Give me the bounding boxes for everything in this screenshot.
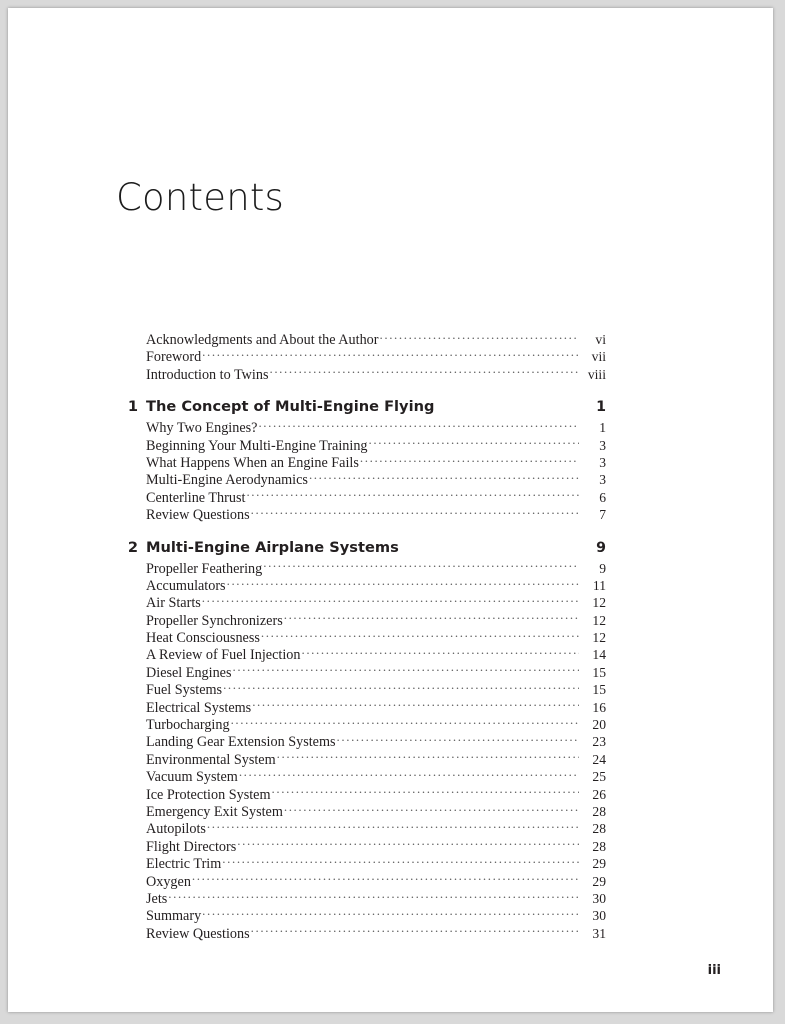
list-item[interactable]	[116, 767, 606, 784]
entry-page: 24	[592, 751, 606, 767]
list-item[interactable]	[116, 330, 606, 347]
entry-page: 20	[592, 717, 606, 733]
list-item[interactable]	[116, 854, 606, 871]
leader-dots	[258, 418, 579, 432]
leader-dots	[252, 698, 579, 712]
leader-dots	[223, 680, 579, 694]
list-item[interactable]	[116, 593, 606, 610]
entry-label: Electric Trim	[146, 856, 222, 873]
entry-label: A Review of Fuel Injection	[146, 647, 301, 664]
leader-dots	[202, 593, 579, 607]
list-item[interactable]	[116, 802, 606, 819]
entry-page: 26	[592, 786, 606, 802]
entry-page: 12	[592, 595, 606, 611]
document-page	[8, 8, 773, 1012]
entry-label: Introduction to Twins	[146, 366, 269, 383]
entry-label: Multi-Engine Aerodynamics	[146, 472, 308, 489]
entry-page: 28	[592, 803, 606, 819]
leader-dots	[246, 488, 579, 502]
leader-dots	[309, 470, 579, 484]
list-item[interactable]	[116, 785, 606, 802]
list-item[interactable]	[116, 732, 606, 749]
entry-label: Emergency Exit System	[146, 803, 283, 820]
leader-dots	[369, 436, 579, 450]
list-item[interactable]	[116, 819, 606, 836]
list-item[interactable]	[116, 837, 606, 854]
entry-label: Ice Protection System	[146, 786, 271, 803]
leader-dots	[272, 785, 579, 799]
list-item[interactable]	[116, 470, 606, 487]
list-item[interactable]	[116, 611, 606, 628]
chapter-number: 2	[127, 538, 138, 556]
leader-dots	[360, 453, 579, 467]
leader-dots	[192, 872, 579, 886]
entry-label: Centerline Thrust	[146, 489, 246, 506]
chapter-block-2	[116, 537, 606, 942]
entry-page: 31	[592, 925, 606, 941]
entry-label: Review Questions	[146, 507, 250, 524]
entry-label: Summary	[146, 908, 202, 925]
list-item[interactable]	[116, 680, 606, 697]
entry-page: 30	[592, 890, 606, 906]
entry-label: Propeller Feathering	[146, 560, 263, 577]
list-item[interactable]	[116, 906, 606, 923]
entry-page: 15	[592, 682, 606, 698]
entry-label: Landing Gear Extension Systems	[146, 734, 336, 751]
entry-page: 3	[599, 472, 606, 488]
entry-label: Acknowledgments and About the Author	[146, 332, 379, 348]
chapter-heading[interactable]	[116, 537, 606, 559]
chapter-page: 1	[596, 399, 606, 416]
list-item[interactable]	[116, 505, 606, 522]
leader-dots	[231, 715, 579, 729]
front-matter-list	[116, 330, 606, 382]
leader-dots	[237, 837, 579, 851]
chapter-title: Multi-Engine Airplane Systems	[146, 538, 399, 556]
leader-dots	[227, 576, 579, 590]
chapter-page: 9	[596, 539, 606, 556]
entry-label: Heat Consciousness	[146, 630, 260, 647]
leader-dots	[222, 854, 579, 868]
chapter-block-1	[116, 396, 606, 522]
page-folio: iii	[707, 963, 721, 978]
leader-dots	[263, 559, 579, 573]
entry-page: 29	[592, 856, 606, 872]
leader-dots	[251, 505, 579, 519]
leader-dots	[207, 819, 579, 833]
entry-label: Air Starts	[146, 595, 201, 612]
entry-label: Foreword	[146, 349, 202, 366]
entry-page: 30	[592, 908, 606, 924]
entry-page: vi	[595, 332, 606, 347]
chapter-number: 1	[127, 398, 138, 416]
entry-page: 15	[592, 664, 606, 680]
leader-dots	[284, 611, 579, 625]
entry-page: 1	[599, 420, 606, 436]
entry-label: Vacuum System	[146, 769, 238, 786]
entry-page: 7	[599, 507, 606, 523]
leader-dots	[202, 347, 579, 361]
page-title: Contents	[116, 176, 285, 219]
entry-label: Environmental System	[146, 751, 276, 768]
entry-page: 12	[592, 630, 606, 646]
chapter-heading[interactable]	[116, 396, 606, 418]
leader-dots	[337, 732, 579, 746]
list-item[interactable]	[116, 889, 606, 906]
list-item[interactable]	[116, 663, 606, 680]
entry-label: Accumulators	[146, 577, 226, 594]
leader-dots	[261, 628, 579, 642]
entry-label: Flight Directors	[146, 838, 237, 855]
entry-label: Autopilots	[146, 821, 206, 838]
entry-page: 3	[599, 454, 606, 470]
entry-page: 23	[592, 734, 606, 750]
list-item[interactable]	[116, 559, 606, 576]
table-of-contents	[116, 330, 606, 941]
leader-dots	[239, 767, 579, 781]
entry-label: Turbocharging	[146, 717, 230, 734]
entry-label: What Happens When an Engine Fails	[146, 454, 359, 471]
list-item[interactable]	[116, 418, 606, 435]
leader-dots	[284, 802, 579, 816]
entry-label: Oxygen	[146, 873, 191, 890]
entry-label: Propeller Synchronizers	[146, 612, 283, 629]
list-item[interactable]	[116, 924, 606, 941]
leader-dots	[168, 889, 579, 903]
entry-page: 14	[592, 647, 606, 663]
list-item[interactable]	[116, 347, 606, 364]
leader-dots	[301, 645, 579, 659]
entry-page: 12	[592, 612, 606, 628]
entry-page: 6	[599, 489, 606, 505]
entry-page: 16	[592, 699, 606, 715]
list-item[interactable]	[116, 750, 606, 767]
entry-page: 28	[592, 821, 606, 837]
entry-page: 28	[592, 838, 606, 854]
list-item[interactable]	[116, 645, 606, 662]
entry-page: vii	[591, 349, 606, 365]
entry-label: Electrical Systems	[146, 699, 252, 716]
leader-dots	[277, 750, 579, 764]
list-item[interactable]	[116, 436, 606, 453]
list-item[interactable]	[116, 698, 606, 715]
entry-page: 25	[592, 769, 606, 785]
entry-page: 9	[599, 560, 606, 576]
entry-page: 29	[592, 873, 606, 889]
list-item[interactable]	[116, 715, 606, 732]
list-item[interactable]	[116, 872, 606, 889]
list-item[interactable]	[116, 488, 606, 505]
list-item[interactable]	[116, 576, 606, 593]
entry-label: Jets	[146, 890, 168, 907]
entry-label: Fuel Systems	[146, 682, 223, 699]
entry-page: 11	[592, 577, 606, 593]
leader-dots	[269, 365, 579, 379]
entry-label: Why Two Engines?	[146, 420, 258, 437]
chapter-title: The Concept of Multi-Engine Flying	[146, 398, 435, 416]
list-item[interactable]	[116, 628, 606, 645]
leader-dots	[380, 330, 580, 344]
entry-page: 3	[599, 437, 606, 453]
leader-dots	[202, 906, 579, 920]
entry-label: Review Questions	[146, 925, 250, 942]
leader-dots	[251, 924, 579, 938]
list-item[interactable]	[116, 453, 606, 470]
entry-label: Diesel Engines	[146, 664, 232, 681]
entry-label: Beginning Your Multi-Engine Training	[146, 437, 368, 454]
list-item[interactable]	[116, 365, 606, 382]
entry-page: viii	[587, 366, 606, 382]
leader-dots	[233, 663, 580, 677]
